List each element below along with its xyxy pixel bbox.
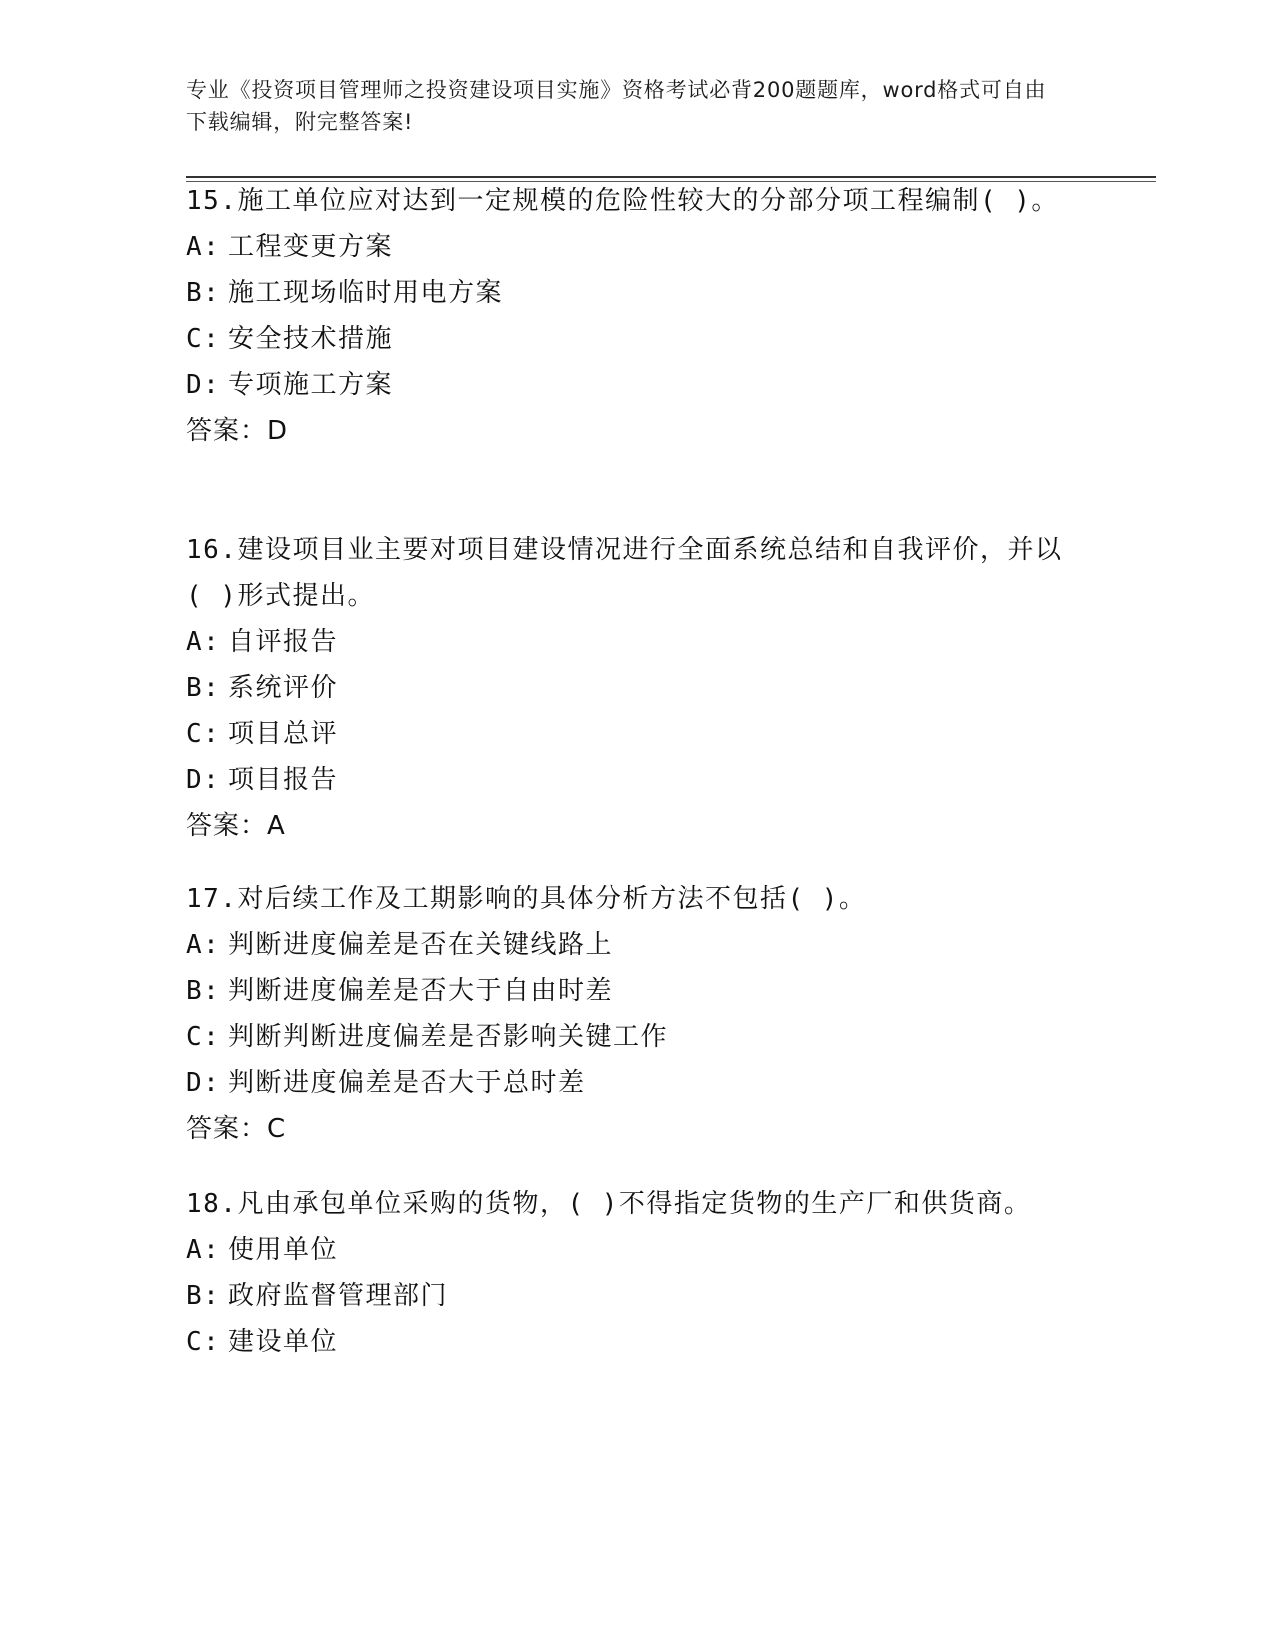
option-letter: C: <box>186 1022 221 1052</box>
option-c <box>186 711 1066 757</box>
option-letter: C: <box>186 719 221 749</box>
option-c <box>186 1014 1066 1060</box>
question-stem: 16.建设项目业主要对项目建设情况进行全面系统总结和自我评价，并以( )形式提出。 <box>186 535 1063 611</box>
option-a <box>186 922 1066 968</box>
option-text: 判断进度偏差是否大于总时差 <box>228 1068 586 1098</box>
option-letter: B: <box>186 278 221 308</box>
option-text: 安全技术措施 <box>228 324 394 354</box>
option-letter: B: <box>186 976 221 1006</box>
option-letter: C: <box>186 324 221 354</box>
document-header: 专业《投资项目管理师之投资建设项目实施》资格考试必背200题题库，word格式可自由下载编辑，附完整答案! <box>186 78 1047 134</box>
option-text: 使用单位 <box>228 1235 339 1265</box>
option-letter: A: <box>186 232 221 262</box>
option-b <box>186 1273 1066 1319</box>
option-letter: A: <box>186 1235 221 1265</box>
question-16 <box>186 527 1066 849</box>
option-letter: A: <box>186 627 221 657</box>
option-a <box>186 1227 1066 1273</box>
option-text: 施工现场临时用电方案 <box>228 278 504 308</box>
option-text: 项目总评 <box>228 719 339 749</box>
option-letter: B: <box>186 1281 221 1311</box>
option-text: 政府监督管理部门 <box>228 1281 449 1311</box>
option-b <box>186 968 1066 1014</box>
answer-label: 答案：D <box>186 416 289 446</box>
question-stem: 18.凡由承包单位采购的货物，( )不得指定货物的生产厂和供货商。 <box>186 1189 1032 1219</box>
option-text: 判断判断进度偏差是否影响关键工作 <box>228 1022 669 1052</box>
option-text: 工程变更方案 <box>228 232 394 262</box>
option-text: 专项施工方案 <box>228 370 394 400</box>
option-text: 判断进度偏差是否在关键线路上 <box>228 930 614 960</box>
option-a <box>186 224 1066 270</box>
question-15 <box>186 178 1066 454</box>
option-a <box>186 619 1066 665</box>
option-letter: B: <box>186 673 221 703</box>
option-letter: C: <box>186 1327 221 1357</box>
option-c <box>186 316 1066 362</box>
answer-label: 答案：C <box>186 1114 287 1144</box>
question-18 <box>186 1181 1066 1365</box>
option-text: 项目报告 <box>228 765 339 795</box>
option-text: 系统评价 <box>228 673 339 703</box>
question-stem: 17.对后续工作及工期影响的具体分析方法不包括( )。 <box>186 884 867 914</box>
option-letter: D: <box>186 370 221 400</box>
option-b <box>186 665 1066 711</box>
option-c <box>186 1319 1066 1365</box>
option-d <box>186 757 1066 803</box>
option-letter: A: <box>186 930 221 960</box>
option-b <box>186 270 1066 316</box>
question-17 <box>186 876 1066 1152</box>
option-d <box>186 1060 1066 1106</box>
option-d <box>186 362 1066 408</box>
option-text: 建设单位 <box>228 1327 339 1357</box>
option-text: 判断进度偏差是否大于自由时差 <box>228 976 614 1006</box>
question-stem: 15.施工单位应对达到一定规模的危险性较大的分部分项工程编制( )。 <box>186 186 1059 216</box>
option-text: 自评报告 <box>228 627 339 657</box>
option-letter: D: <box>186 765 221 795</box>
answer-label: 答案：A <box>186 811 286 841</box>
option-letter: D: <box>186 1068 221 1098</box>
